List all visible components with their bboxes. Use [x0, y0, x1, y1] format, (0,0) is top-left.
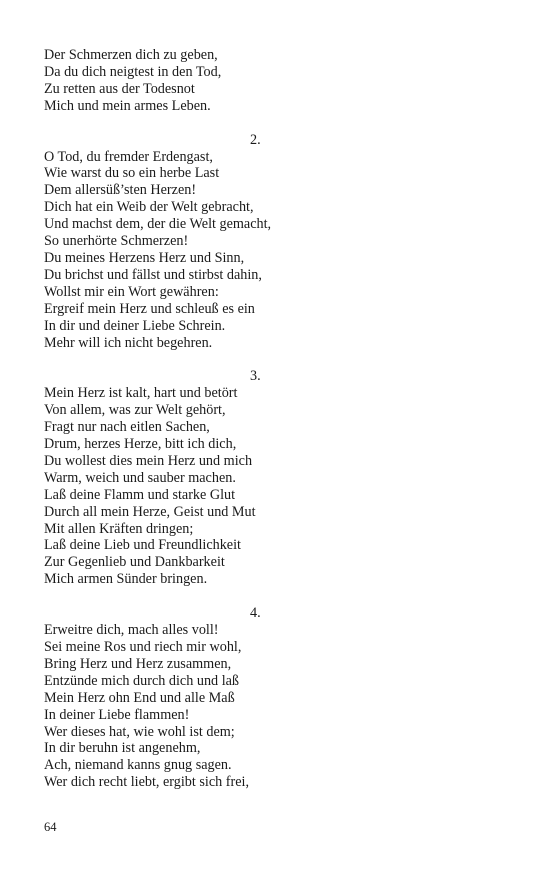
- verse-line: Du wollest dies mein Herz und mich: [44, 452, 253, 469]
- verse-line: Mich armen Sünder bringen.: [44, 571, 208, 588]
- verse-line: Dich hat ein Weib der Welt gebracht,: [44, 199, 254, 216]
- verse-line: Zu retten aus der Todesnot: [44, 80, 195, 97]
- verse-line: Laß deine Lieb und Freundlichkeit: [44, 537, 241, 554]
- verse-line: In dir und deiner Liebe Schrein.: [44, 317, 226, 334]
- poem-text: [44, 47, 504, 808]
- verse-line: Von allem, was zur Welt gehört,: [44, 402, 226, 419]
- verse-line: Mich und mein armes Leben.: [44, 97, 211, 114]
- verse-line: Mein Herz ist kalt, hart und betört: [44, 385, 238, 402]
- verse-line: Erweitre dich, mach alles voll!: [44, 622, 219, 639]
- stanza-number: 4.: [250, 605, 261, 622]
- stanza-3: [44, 368, 504, 588]
- verse-line: O Tod, du fremder Erdengast,: [44, 148, 213, 165]
- verse-line: Ergreif mein Herz und schleuß es ein: [44, 300, 255, 317]
- verse-line: Du meines Herzens Herz und Sinn,: [44, 249, 245, 266]
- verse-line: Da du dich neigtest in den Tod,: [44, 63, 222, 80]
- verse-line: Drum, herzes Herze, bitt ich dich,: [44, 436, 237, 453]
- verse-line: Der Schmerzen dich zu geben,: [44, 47, 218, 63]
- verse-line: Warm, weich und sauber machen.: [44, 469, 236, 486]
- stanza-number: 3.: [250, 368, 261, 385]
- verse-line: In deiner Liebe flammen!: [44, 706, 190, 723]
- verse-line: Und machst dem, der die Welt gemacht,: [44, 216, 272, 233]
- stanza-number: 2.: [250, 131, 261, 148]
- stanza-2: [44, 132, 504, 352]
- verse-line: Mehr will ich nicht begehren.: [44, 334, 213, 351]
- verse-line: Wie warst du so ein herbe Last: [44, 165, 220, 182]
- verse-line: Dem allersüß’sten Herzen!: [44, 182, 197, 199]
- verse-line: Du brichst und fällst und stirbst dahin,: [44, 266, 262, 283]
- verse-line: Ach, niemand kanns gnug sagen.: [44, 757, 232, 774]
- verse-line: So unerhörte Schmerzen!: [44, 233, 189, 250]
- verse-line: Mit allen Kräften dringen;: [44, 520, 194, 537]
- verse-line: In dir beruhn ist angenehm,: [44, 740, 201, 757]
- verse-line: Zur Gegenlieb und Dankbarkeit: [44, 554, 225, 571]
- verse-line: Bring Herz und Herz zusammen,: [44, 655, 232, 672]
- stanza-1: [44, 47, 504, 115]
- verse-line: Entzünde mich durch dich und laß: [44, 672, 240, 689]
- verse-line: Durch all mein Herze, Geist und Mut: [44, 503, 256, 520]
- verse-line: Wollst mir ein Wort gewähren:: [44, 283, 219, 300]
- verse-line: Mein Herz ohn End und alle Maß: [44, 689, 235, 706]
- verse-line: Laß deine Flamm und starke Glut: [44, 486, 236, 503]
- stanza-4: [44, 605, 504, 791]
- verse-line: Fragt nur nach eitlen Sachen,: [44, 419, 210, 436]
- verse-line: Sei meine Ros und riech mir wohl,: [44, 639, 242, 655]
- verse-line: Wer dieses hat, wie wohl ist dem;: [44, 723, 235, 740]
- verse-line: Wer dich recht liebt, ergibt sich frei,: [44, 774, 250, 791]
- page-number: 64: [44, 820, 57, 834]
